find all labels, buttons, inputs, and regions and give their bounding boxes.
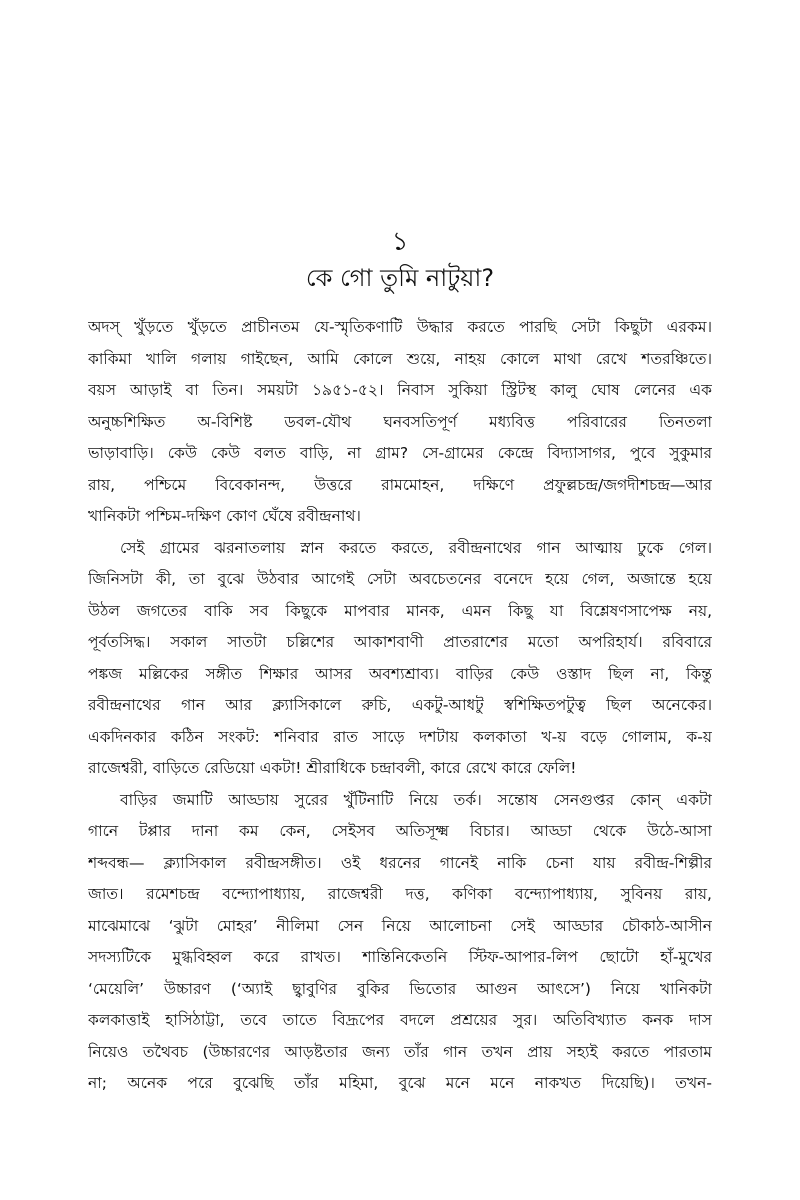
text-line: জিনিসটা কী, তা বুঝে উঠবার আগেই সেটা অবচেতনের বনেদে হয়ে গেল, অজান্তে হয়ে [88,570,712,588]
text-line: মাঝেমাঝে ‘ঝুটা মোহর’ নীলিমা সেন নিয়ে আলোচনা সেই আড্ডার চৌকাঠ-আসীন [88,916,712,935]
text-line: কলকাত্তাই হাসিঠাট্টা, তবে তাতে বিদ্রূপের বদলে প্রশ্রয়ের সুর। অতিবিখ্যাত কনক দাস [88,1011,712,1029]
text-line: পূর্বতসিদ্ধ। সকাল সাতটা চল্লিশের আকাশবাণী প্রাতরাশের মতো অপরিহার্য। রবিবারে [88,633,712,651]
text-line: সেই গ্রামের ঝরনাতলায় স্নান করতে করতে, রবীন্দ্রনাথের গান আত্মায় ঢুকে গেল। [120,538,712,557]
text-line: অদস্ খুঁড়তে খুঁড়তে প্রাচীনতম যে-স্মৃতিকণাটি উদ্ধার করতে পারছি সেটা কিছুটা এরকম। [88,318,712,336]
text-line: খানিকটা পশ্চিম-দক্ষিণ কোণ ঘেঁষে রবীন্দ্রনাথ। [88,507,361,525]
chapter-number: ১ [391,227,409,257]
text-line: ভাড়াবাড়ি। কেউ কেউ বলত বাড়ি, না গ্রাম? সে-গ্রামের কেন্দ্রে বিদ্যাসাগর, পুবে সুকুমার [88,444,712,462]
chapter-title: কে গো তুমি নাটুয়া? [305,264,495,292]
text-line: রাজেশ্বরী, বাড়িতে রেডিয়ো একটা! শ্রীরাধিকে চন্দ্রাবলী, কারে রেখে কারে ফেলি! [88,759,577,777]
text-line: গানে টপ্পার দানা কম কেন, সেইসব অতিসূক্ষ্ম বিচার। আড্ডা থেকে উঠে-আসা [88,822,712,840]
chapter-body [88,312,712,1100]
paragraph-2 [88,533,712,785]
text-line: রায়, পশ্চিমে বিবেকানন্দ, উত্তরে রামমোহন, দক্ষিণে প্রফুল্লচন্দ্র/জগদীশচন্দ্র—আর [88,475,712,494]
text-line: না; অনেক পরে বুঝেছি তাঁর মহিমা, বুঝে মনে মনে নাকখত দিয়েছি)। তখন- [88,1074,712,1092]
text-line: রবীন্দ্রনাথের গান আর ক্ল্যাসিকালে রুচি, একটু-আধটু স্বশিক্ষিতপটুত্ব ছিল অনেকের। [88,696,712,714]
text-line: একদিনকার কঠিন সংকট: শনিবার রাত সাড়ে দশটায় কলকাতা খ-য় বড়ে গোলাম, ক-য় [88,727,712,746]
text-line: ‘মেয়েলি’ উচ্চারণ (‘অ্যাই ছ্বাবুণির বুকির ভিতোর আগুন আৎসে’) নিয়ে খানিকটা [88,979,712,998]
text-line: বাড়ির জমাটি আড্ডায় সুরের খুঁটিনাটি নিয়ে তর্ক। সন্তোষ সেনগুপ্তর কোন্ একটা [120,790,712,809]
text-line: সদস্যটিকে মুগ্ধবিহ্বল করে রাখত। শান্তিনিকেতনি স্টিফ-আপার-লিপ ছোটো হাঁ-মুখের [88,948,712,966]
text-line: কাকিমা খালি গলায় গাইছেন, আমি কোলে শুয়ে, নাহয় কোলে মাথা রেখে শতরঞ্চিতে। [88,349,712,368]
paragraph-1 [88,312,712,533]
text-line: শব্দবন্ধ— ক্ল্যাসিকাল রবীন্দ্রসঙ্গীত। ওই ধরনের গানেই নাকি চেনা যায় রবীন্দ্র-শিল্পীর [88,853,712,872]
text-line: অনুচ্চশিক্ষিত অ-বিশিষ্ট ডবল-যৌথ ঘনবসতিপূর্ণ মধ্যবিত্ত পরিবারের তিনতলা [88,412,712,431]
text-line: নিয়েও তথৈবচ (উচ্চারণের আড়ষ্টতার জন্য তাঁর গান তখন প্রায় সহ্যই করতে পারতাম [88,1042,712,1061]
text-line: উঠল জগতের বাকি সব কিছুকে মাপবার মানক, এমন কিছু যা বিশ্লেষণসাপেক্ষ নয়, [88,601,712,620]
text-line: পঙ্কজ মল্লিকের সঙ্গীত শিক্ষার আসর অবশ্যশ্রাব্য। বাড়ির কেউ ওস্তাদ ছিল না, কিন্তু [88,664,712,683]
text-line: জাত। রমেশচন্দ্র বন্দ্যোপাধ্যায়, রাজেশ্বরী দত্ত, কণিকা বন্দ্যোপাধ্যায়, সুবিনয় রায়, [88,885,712,903]
text-line: বয়স আড়াই বা তিন। সময়টা ১৯৫১-৫২। নিবাস সুকিয়া স্ট্রিটস্থ কালু ঘোষ লেনের এক [88,381,712,399]
paragraph-3 [88,785,712,1100]
